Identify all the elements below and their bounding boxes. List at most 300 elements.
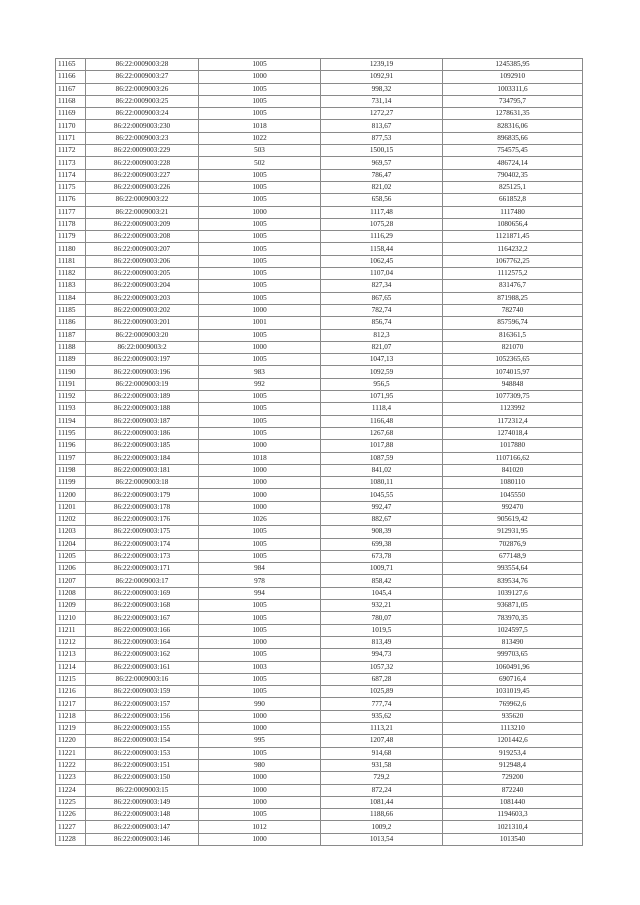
total-cell: 1074015,97 [443,366,583,378]
total-cell: 1017880 [443,440,583,452]
rate-cell: 699,38 [321,538,443,550]
value-cell: 1005 [199,415,321,427]
total-cell: 872240 [443,784,583,796]
table-row [56,108,583,120]
table-row [56,477,583,489]
value-cell: 1000 [199,772,321,784]
table-row [56,243,583,255]
row-number-cell: 11217 [56,698,86,710]
table-row [56,464,583,476]
value-cell: 983 [199,366,321,378]
table-row [56,181,583,193]
cadastral-number-cell: 86:22:0009003:186 [86,427,199,439]
row-number-cell: 11215 [56,673,86,685]
cadastral-number-cell: 86:22:0009003:20 [86,329,199,341]
row-number-cell: 11200 [56,489,86,501]
total-cell: 1052365,65 [443,354,583,366]
value-cell: 1018 [199,452,321,464]
table-row [56,600,583,612]
value-cell: 980 [199,759,321,771]
rate-cell: 1009,2 [321,821,443,833]
total-cell: 486724,14 [443,157,583,169]
table-row [56,120,583,132]
value-cell: 1005 [199,624,321,636]
value-cell: 1000 [199,477,321,489]
cadastral-number-cell: 86:22:0009003:208 [86,231,199,243]
cadastral-number-cell: 86:22:0009003:166 [86,624,199,636]
row-number-cell: 11180 [56,243,86,255]
total-cell: 993554,64 [443,563,583,575]
total-cell: 1107166,62 [443,452,583,464]
cadastral-number-cell: 86:22:0009003:227 [86,169,199,181]
row-number-cell: 11174 [56,169,86,181]
table-row [56,833,583,845]
value-cell: 1003 [199,661,321,673]
row-number-cell: 11216 [56,686,86,698]
row-number-cell: 11195 [56,427,86,439]
table-row [56,95,583,107]
cadastral-number-cell: 86:22:0009003:187 [86,415,199,427]
cadastral-number-cell: 86:22:0009003:171 [86,563,199,575]
cadastral-number-cell: 86:22:0009003:149 [86,796,199,808]
total-cell: 1031019,45 [443,686,583,698]
total-cell: 948848 [443,378,583,390]
total-cell: 1201442,6 [443,735,583,747]
cadastral-number-cell: 86:22:0009003:188 [86,403,199,415]
value-cell: 1000 [199,833,321,845]
rate-cell: 1113,21 [321,723,443,735]
value-cell: 1005 [199,181,321,193]
row-number-cell: 11165 [56,59,86,71]
rate-cell: 841,02 [321,464,443,476]
table-row [56,391,583,403]
row-number-cell: 11178 [56,218,86,230]
table-row [56,710,583,722]
rate-cell: 914,68 [321,747,443,759]
value-cell: 1005 [199,280,321,292]
table-row [56,673,583,685]
cadastral-number-cell: 86:22:0009003:176 [86,513,199,525]
total-cell: 839534,76 [443,575,583,587]
total-cell: 729200 [443,772,583,784]
cadastral-number-cell: 86:22:0009003:156 [86,710,199,722]
value-cell: 1000 [199,206,321,218]
row-number-cell: 11169 [56,108,86,120]
cadastral-number-cell: 86:22:0009003:25 [86,95,199,107]
cadastral-number-cell: 86:22:0009003:16 [86,673,199,685]
total-cell: 813490 [443,636,583,648]
row-number-cell: 11198 [56,464,86,476]
rate-cell: 1239,19 [321,59,443,71]
row-number-cell: 11228 [56,833,86,845]
rate-cell: 673,78 [321,550,443,562]
value-cell: 1005 [199,268,321,280]
total-cell: 1112575,2 [443,268,583,280]
table-row [56,796,583,808]
rate-cell: 1092,91 [321,71,443,83]
cadastral-number-cell: 86:22:0009003:24 [86,108,199,120]
row-number-cell: 11194 [56,415,86,427]
total-cell: 857596,74 [443,317,583,329]
value-cell: 1005 [199,255,321,267]
row-number-cell: 11201 [56,501,86,513]
rate-cell: 858,42 [321,575,443,587]
rate-cell: 908,39 [321,526,443,538]
value-cell: 1005 [199,95,321,107]
rate-cell: 729,2 [321,772,443,784]
total-cell: 661852,8 [443,194,583,206]
total-cell: 1113210 [443,723,583,735]
total-cell: 1080110 [443,477,583,489]
cadastral-number-cell: 86:22:0009003:157 [86,698,199,710]
value-cell: 1005 [199,538,321,550]
total-cell: 734795,7 [443,95,583,107]
value-cell: 1000 [199,636,321,648]
total-cell: 1045550 [443,489,583,501]
total-cell: 936871,05 [443,600,583,612]
row-number-cell: 11167 [56,83,86,95]
rate-cell: 1081,44 [321,796,443,808]
cadastral-number-cell: 86:22:0009003:202 [86,304,199,316]
rate-cell: 969,57 [321,157,443,169]
cadastral-number-cell: 86:22:0009003:207 [86,243,199,255]
row-number-cell: 11168 [56,95,86,107]
total-cell: 816361,5 [443,329,583,341]
rate-cell: 872,24 [321,784,443,796]
cadastral-number-cell: 86:22:0009003:228 [86,157,199,169]
cadastral-number-cell: 86:22:0009003:27 [86,71,199,83]
cadastral-number-cell: 86:22:0009003:189 [86,391,199,403]
total-cell: 1278631,35 [443,108,583,120]
value-cell: 1000 [199,501,321,513]
row-number-cell: 11192 [56,391,86,403]
rate-cell: 1272,27 [321,108,443,120]
table-row [56,784,583,796]
row-number-cell: 11187 [56,329,86,341]
rate-cell: 1107,04 [321,268,443,280]
cadastral-number-cell: 86:22:0009003:21 [86,206,199,218]
total-cell: 825125,1 [443,181,583,193]
table-row [56,366,583,378]
rate-cell: 935,62 [321,710,443,722]
total-cell: 1245385,95 [443,59,583,71]
value-cell: 1000 [199,710,321,722]
rate-cell: 780,07 [321,612,443,624]
rate-cell: 1017,88 [321,440,443,452]
row-number-cell: 11202 [56,513,86,525]
value-cell: 995 [199,735,321,747]
row-number-cell: 11182 [56,268,86,280]
table-row [56,317,583,329]
value-cell: 1005 [199,747,321,759]
cadastral-number-cell: 86:22:0009003:22 [86,194,199,206]
value-cell: 978 [199,575,321,587]
cadastral-number-cell: 86:22:0009003:2 [86,341,199,353]
rate-cell: 1117,48 [321,206,443,218]
cadastral-number-cell: 86:22:0009003:206 [86,255,199,267]
value-cell: 1005 [199,391,321,403]
table-row [56,809,583,821]
row-number-cell: 11209 [56,600,86,612]
cadastral-number-cell: 86:22:0009003:179 [86,489,199,501]
row-number-cell: 11190 [56,366,86,378]
rate-cell: 1158,44 [321,243,443,255]
table-row [56,624,583,636]
table-row [56,231,583,243]
table-row [56,132,583,144]
value-cell: 984 [199,563,321,575]
total-cell: 1081440 [443,796,583,808]
row-number-cell: 11186 [56,317,86,329]
rate-cell: 877,53 [321,132,443,144]
row-number-cell: 11225 [56,796,86,808]
row-number-cell: 11188 [56,341,86,353]
value-cell: 1000 [199,796,321,808]
table-row [56,612,583,624]
table-row [56,83,583,95]
value-cell: 1000 [199,489,321,501]
rate-cell: 687,28 [321,673,443,685]
value-cell: 503 [199,145,321,157]
total-cell: 1003311,6 [443,83,583,95]
total-cell: 1039127,6 [443,587,583,599]
cadastral-number-cell: 86:22:0009003:28 [86,59,199,71]
total-cell: 1080656,4 [443,218,583,230]
rate-cell: 658,56 [321,194,443,206]
rate-cell: 1071,95 [321,391,443,403]
table-row [56,169,583,181]
table-row [56,452,583,464]
row-number-cell: 11212 [56,636,86,648]
cadastral-number-cell: 86:22:0009003:153 [86,747,199,759]
table-row [56,587,583,599]
total-cell: 1077309,75 [443,391,583,403]
total-cell: 1121871,45 [443,231,583,243]
cadastral-number-cell: 86:22:0009003:196 [86,366,199,378]
row-number-cell: 11204 [56,538,86,550]
row-number-cell: 11206 [56,563,86,575]
total-cell: 912931,95 [443,526,583,538]
value-cell: 994 [199,587,321,599]
row-number-cell: 11219 [56,723,86,735]
table-row [56,513,583,525]
cadastral-number-cell: 86:22:0009003:151 [86,759,199,771]
row-number-cell: 11220 [56,735,86,747]
rate-cell: 882,67 [321,513,443,525]
table-row [56,723,583,735]
cadastral-number-cell: 86:22:0009003:18 [86,477,199,489]
table-row [56,71,583,83]
table-row [56,59,583,71]
total-cell: 782740 [443,304,583,316]
total-cell: 831476,7 [443,280,583,292]
cadastral-number-cell: 86:22:0009003:147 [86,821,199,833]
cadastral-number-cell: 86:22:0009003:168 [86,600,199,612]
table-row [56,563,583,575]
rate-cell: 827,34 [321,280,443,292]
row-number-cell: 11185 [56,304,86,316]
value-cell: 1000 [199,723,321,735]
rate-cell: 956,5 [321,378,443,390]
rate-cell: 821,07 [321,341,443,353]
rate-cell: 1087,59 [321,452,443,464]
rate-cell: 777,74 [321,698,443,710]
cadastral-number-cell: 86:22:0009003:175 [86,526,199,538]
row-number-cell: 11176 [56,194,86,206]
table-row [56,747,583,759]
table-row [56,194,583,206]
value-cell: 1005 [199,427,321,439]
value-cell: 1005 [199,809,321,821]
cadastral-number-cell: 86:22:0009003:159 [86,686,199,698]
cadastral-number-cell: 86:22:0009003:229 [86,145,199,157]
total-cell: 1117480 [443,206,583,218]
table-row [56,686,583,698]
total-cell: 1194603,3 [443,809,583,821]
value-cell: 1000 [199,784,321,796]
value-cell: 1005 [199,403,321,415]
table-row [56,427,583,439]
table-row [56,280,583,292]
row-number-cell: 11214 [56,661,86,673]
row-number-cell: 11205 [56,550,86,562]
total-cell: 702876,9 [443,538,583,550]
rate-cell: 1045,55 [321,489,443,501]
total-cell: 1123992 [443,403,583,415]
cadastral-number-cell: 86:22:0009003:15 [86,784,199,796]
table-row [56,575,583,587]
value-cell: 1000 [199,71,321,83]
value-cell: 1005 [199,329,321,341]
rate-cell: 1013,54 [321,833,443,845]
value-cell: 1005 [199,59,321,71]
table-row [56,403,583,415]
cadastral-number-cell: 86:22:0009003:226 [86,181,199,193]
rate-cell: 931,58 [321,759,443,771]
rate-cell: 1047,13 [321,354,443,366]
total-cell: 754575,45 [443,145,583,157]
value-cell: 1005 [199,673,321,685]
value-cell: 1005 [199,292,321,304]
table-row [56,772,583,784]
cadastral-number-cell: 86:22:0009003:173 [86,550,199,562]
row-number-cell: 11210 [56,612,86,624]
value-cell: 1001 [199,317,321,329]
total-cell: 1164232,2 [443,243,583,255]
rate-cell: 1267,68 [321,427,443,439]
table-row [56,526,583,538]
table-row [56,304,583,316]
value-cell: 1005 [199,194,321,206]
row-number-cell: 11173 [56,157,86,169]
rate-cell: 1062,45 [321,255,443,267]
row-number-cell: 11197 [56,452,86,464]
value-cell: 990 [199,698,321,710]
rate-cell: 1057,32 [321,661,443,673]
total-cell: 841020 [443,464,583,476]
rate-cell: 994,73 [321,649,443,661]
total-cell: 1013540 [443,833,583,845]
cadastral-number-cell: 86:22:0009003:17 [86,575,199,587]
cadastral-number-cell: 86:22:0009003:26 [86,83,199,95]
row-number-cell: 11172 [56,145,86,157]
row-number-cell: 11227 [56,821,86,833]
rate-cell: 782,74 [321,304,443,316]
rate-cell: 932,21 [321,600,443,612]
total-cell: 1274018,4 [443,427,583,439]
total-cell: 769962,6 [443,698,583,710]
total-cell: 912948,4 [443,759,583,771]
table-row [56,759,583,771]
cadastral-number-cell: 86:22:0009003:23 [86,132,199,144]
row-number-cell: 11208 [56,587,86,599]
row-number-cell: 11226 [56,809,86,821]
row-number-cell: 11171 [56,132,86,144]
cadastral-table [55,58,583,846]
row-number-cell: 11181 [56,255,86,267]
total-cell: 821070 [443,341,583,353]
total-cell: 677148,9 [443,550,583,562]
table-row [56,821,583,833]
cadastral-number-cell: 86:22:0009003:167 [86,612,199,624]
value-cell: 1018 [199,120,321,132]
rate-cell: 813,67 [321,120,443,132]
cadastral-number-cell: 86:22:0009003:204 [86,280,199,292]
rate-cell: 1080,11 [321,477,443,489]
cadastral-number-cell: 86:22:0009003:184 [86,452,199,464]
value-cell: 1005 [199,169,321,181]
table-row [56,698,583,710]
table-row [56,661,583,673]
rate-cell: 856,74 [321,317,443,329]
rate-cell: 1009,71 [321,563,443,575]
cadastral-number-cell: 86:22:0009003:148 [86,809,199,821]
row-number-cell: 11211 [56,624,86,636]
value-cell: 1022 [199,132,321,144]
total-cell: 935620 [443,710,583,722]
table-row [56,255,583,267]
cadastral-number-cell: 86:22:0009003:169 [86,587,199,599]
row-number-cell: 11199 [56,477,86,489]
total-cell: 999703,65 [443,649,583,661]
total-cell: 783970,35 [443,612,583,624]
total-cell: 1067762,25 [443,255,583,267]
row-number-cell: 11193 [56,403,86,415]
table-row [56,378,583,390]
rate-cell: 1025,89 [321,686,443,698]
cadastral-number-cell: 86:22:0009003:205 [86,268,199,280]
table-row [56,415,583,427]
total-cell: 871988,25 [443,292,583,304]
total-cell: 1060491,96 [443,661,583,673]
table-row [56,550,583,562]
cadastral-number-cell: 86:22:0009003:209 [86,218,199,230]
row-number-cell: 11207 [56,575,86,587]
total-cell: 690716,4 [443,673,583,685]
cadastral-number-cell: 86:22:0009003:201 [86,317,199,329]
rate-cell: 1207,48 [321,735,443,747]
table-body [56,59,583,846]
value-cell: 1000 [199,464,321,476]
value-cell: 1005 [199,108,321,120]
cadastral-number-cell: 86:22:0009003:164 [86,636,199,648]
table-row [56,329,583,341]
table-row [56,649,583,661]
value-cell: 1005 [199,686,321,698]
value-cell: 1005 [199,354,321,366]
rate-cell: 786,47 [321,169,443,181]
table-row [56,157,583,169]
